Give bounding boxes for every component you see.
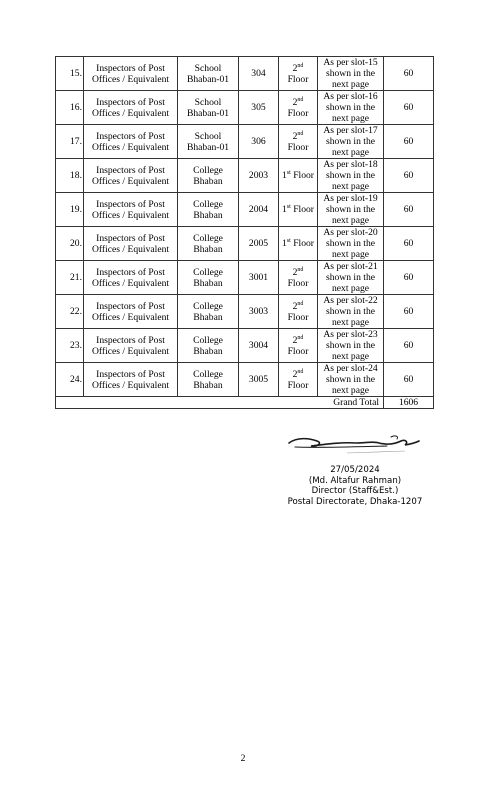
room-number: 306 — [251, 136, 266, 147]
venue-line: Bhaban — [193, 345, 223, 357]
floor-suffix: st — [286, 237, 291, 244]
venue-cell — [178, 363, 239, 397]
venue-line: College — [193, 198, 223, 210]
floor-suffix: nd — [297, 266, 304, 273]
slot-line: shown in the — [325, 238, 376, 249]
serial-cell — [56, 57, 84, 91]
slot-line: shown in the — [325, 68, 376, 79]
serial-number: 17. — [70, 136, 82, 147]
floor-suffix: st — [286, 203, 291, 210]
signatory-designation: Director (Staff&Est.) — [311, 486, 399, 497]
signature-image — [287, 429, 422, 459]
grand-total-label: Grand Total — [56, 397, 384, 409]
seat-count-cell — [384, 57, 434, 91]
designation-cell — [84, 91, 178, 125]
room-cell — [239, 295, 279, 329]
venue-cell — [178, 159, 239, 193]
table-row — [56, 193, 434, 227]
venue-line: Bhaban — [193, 277, 223, 289]
venue-cell — [178, 193, 239, 227]
floor-cell — [279, 57, 318, 91]
designation-line: Offices / Equivalent — [91, 345, 170, 357]
slot-line: shown in the — [325, 306, 376, 317]
room-number: 3005 — [248, 374, 269, 385]
table-row — [56, 125, 434, 159]
designation-line: Inspectors of Post — [96, 232, 165, 244]
seat-count-cell — [384, 193, 434, 227]
serial-number: 18. — [70, 170, 82, 181]
venue-line: Bhaban — [193, 243, 223, 255]
floor-number: 2 — [292, 266, 298, 278]
room-number: 3004 — [248, 340, 269, 351]
venue-line: College — [193, 368, 223, 380]
floor-suffix: nd — [297, 334, 304, 341]
floor-number: 1 — [281, 238, 287, 249]
designation-line: Inspectors of Post — [96, 266, 165, 278]
designation-line: Offices / Equivalent — [91, 175, 170, 187]
serial-cell — [56, 91, 84, 125]
serial-number: 21. — [70, 272, 82, 283]
serial-cell — [56, 363, 84, 397]
serial-number: 15. — [70, 68, 82, 79]
slot-line: As per slot-18 — [323, 159, 378, 170]
floor-number: 2 — [292, 300, 298, 312]
venue-line: School — [194, 62, 222, 74]
signatory-office: Postal Directorate, Dhaka-1207 — [287, 496, 423, 507]
venue-line: Bhaban — [193, 209, 223, 221]
designation-line: Offices / Equivalent — [91, 141, 170, 153]
slot-line: As per slot-22 — [323, 295, 378, 306]
slot-line: As per slot-21 — [323, 261, 378, 272]
floor-word: Floor — [287, 107, 309, 119]
seat-plan-table — [55, 56, 434, 409]
designation-line: Offices / Equivalent — [91, 209, 170, 221]
venue-line: Bhaban-01 — [186, 107, 230, 119]
slot-line: next page — [331, 181, 370, 192]
floor-word: Floor — [287, 311, 309, 323]
seat-count: 60 — [403, 102, 414, 113]
slot-line: next page — [331, 317, 370, 328]
floor-number: 1 — [281, 170, 287, 181]
floor-number: 1 — [281, 204, 287, 215]
seat-count: 60 — [403, 204, 414, 215]
venue-line: College — [193, 300, 223, 312]
room-number: 2003 — [248, 170, 269, 181]
floor-word: Floor — [287, 379, 309, 391]
serial-number: 19. — [70, 204, 82, 215]
room-cell — [239, 329, 279, 363]
serial-cell — [56, 227, 84, 261]
seat-count-cell — [384, 125, 434, 159]
serial-number: 23. — [70, 340, 82, 351]
seat-count: 60 — [403, 136, 414, 147]
slot-cell — [318, 227, 384, 261]
slot-line: As per slot-23 — [323, 329, 378, 340]
designation-line: Offices / Equivalent — [91, 277, 170, 289]
venue-cell — [178, 125, 239, 159]
floor-cell — [279, 91, 318, 125]
slot-cell — [318, 91, 384, 125]
designation-line: Inspectors of Post — [96, 130, 165, 142]
venue-line: College — [193, 266, 223, 278]
designation-line: Inspectors of Post — [96, 300, 165, 312]
seat-count: 60 — [403, 340, 414, 351]
slot-line: shown in the — [325, 102, 376, 113]
designation-line: Inspectors of Post — [96, 198, 165, 210]
table-row — [56, 91, 434, 125]
venue-line: School — [194, 130, 222, 142]
slot-line: next page — [331, 113, 370, 124]
seat-count-cell — [384, 159, 434, 193]
floor-word: Floor — [287, 141, 309, 153]
floor-cell — [279, 227, 318, 261]
slot-line: next page — [331, 79, 370, 90]
seat-count: 60 — [403, 272, 414, 283]
floor-number: 2 — [292, 130, 298, 142]
slot-line: next page — [331, 283, 370, 294]
floor-suffix: nd — [297, 62, 304, 69]
floor-suffix: st — [286, 169, 291, 176]
floor-cell — [279, 329, 318, 363]
seat-count-cell — [384, 261, 434, 295]
slot-line: shown in the — [325, 170, 376, 181]
venue-line: Bhaban — [193, 175, 223, 187]
designation-line: Offices / Equivalent — [91, 107, 170, 119]
room-number: 2005 — [248, 238, 269, 249]
venue-cell — [178, 329, 239, 363]
slot-cell — [318, 193, 384, 227]
serial-cell — [56, 329, 84, 363]
room-cell — [239, 363, 279, 397]
room-cell — [239, 159, 279, 193]
floor-cell — [279, 125, 318, 159]
slot-line: As per slot-17 — [323, 125, 378, 136]
designation-cell — [84, 227, 178, 261]
designation-line: Offices / Equivalent — [91, 379, 170, 391]
seat-count-cell — [384, 227, 434, 261]
grand-total-value: 1606 — [384, 397, 434, 409]
venue-cell — [178, 227, 239, 261]
designation-cell — [84, 193, 178, 227]
designation-cell — [84, 57, 178, 91]
floor-suffix: nd — [297, 130, 304, 137]
floor-cell — [279, 159, 318, 193]
designation-cell — [84, 329, 178, 363]
floor-word: Floor — [287, 73, 309, 85]
designation-line: Inspectors of Post — [96, 62, 165, 74]
floor-number: 2 — [292, 62, 298, 74]
table-row — [56, 363, 434, 397]
slot-cell — [318, 159, 384, 193]
slot-cell — [318, 261, 384, 295]
slot-cell — [318, 363, 384, 397]
slot-line: next page — [331, 351, 370, 362]
venue-cell — [178, 57, 239, 91]
table-row — [56, 261, 434, 295]
slot-cell — [318, 295, 384, 329]
seat-plan-body — [56, 57, 434, 397]
floor-cell — [279, 295, 318, 329]
table-row — [56, 227, 434, 261]
grand-total-row — [56, 397, 434, 409]
venue-line: School — [194, 96, 222, 108]
signatory-name: (Md. Altafur Rahman) — [308, 475, 402, 486]
slot-line: As per slot-24 — [323, 363, 378, 374]
room-number: 3001 — [248, 272, 269, 283]
floor-word: Floor — [293, 204, 314, 215]
room-cell — [239, 91, 279, 125]
page-number: 2 — [240, 753, 246, 764]
slot-line: next page — [331, 249, 370, 260]
table-row — [56, 295, 434, 329]
venue-line: College — [193, 164, 223, 176]
seat-count: 60 — [403, 306, 414, 317]
venue-line: College — [193, 232, 223, 244]
slot-line: shown in the — [325, 374, 376, 385]
designation-line: Inspectors of Post — [96, 368, 165, 380]
floor-suffix: nd — [297, 96, 304, 103]
seat-count-cell — [384, 329, 434, 363]
room-number: 3003 — [248, 306, 269, 317]
seat-count: 60 — [403, 68, 414, 79]
designation-cell — [84, 159, 178, 193]
slot-line: next page — [331, 385, 370, 396]
serial-number: 20. — [70, 238, 82, 249]
seat-count: 60 — [403, 374, 414, 385]
serial-number: 22. — [70, 306, 82, 317]
floor-suffix: nd — [297, 300, 304, 307]
seat-count-cell — [384, 91, 434, 125]
floor-cell — [279, 193, 318, 227]
table-row — [56, 159, 434, 193]
slot-line: shown in the — [325, 272, 376, 283]
room-cell — [239, 57, 279, 91]
slot-line: As per slot-20 — [323, 227, 378, 238]
serial-number: 24. — [70, 374, 82, 385]
floor-word: Floor — [287, 345, 309, 357]
designation-line: Offices / Equivalent — [91, 73, 170, 85]
venue-cell — [178, 91, 239, 125]
room-cell — [239, 261, 279, 295]
venue-cell — [178, 261, 239, 295]
floor-word: Floor — [293, 238, 314, 249]
seat-count: 60 — [403, 238, 414, 249]
room-number: 2004 — [248, 204, 269, 215]
table-row — [56, 57, 434, 91]
serial-cell — [56, 159, 84, 193]
designation-line: Inspectors of Post — [96, 164, 165, 176]
floor-suffix: nd — [297, 368, 304, 375]
floor-number: 2 — [292, 334, 298, 346]
designation-cell — [84, 363, 178, 397]
venue-cell — [178, 295, 239, 329]
table-row — [56, 329, 434, 363]
venue-line: Bhaban — [193, 311, 223, 323]
serial-number: 16. — [70, 102, 82, 113]
room-number: 305 — [251, 102, 266, 113]
floor-word: Floor — [293, 170, 314, 181]
seat-count-cell — [384, 363, 434, 397]
slot-cell — [318, 57, 384, 91]
floor-word: Floor — [287, 277, 309, 289]
serial-cell — [56, 295, 84, 329]
slot-line: As per slot-15 — [323, 57, 378, 68]
venue-line: Bhaban-01 — [186, 141, 230, 153]
venue-line: Bhaban-01 — [186, 73, 230, 85]
slot-line: next page — [331, 215, 370, 226]
serial-cell — [56, 261, 84, 295]
designation-cell — [84, 125, 178, 159]
venue-line: Bhaban — [193, 379, 223, 391]
slot-cell — [318, 125, 384, 159]
room-cell — [239, 125, 279, 159]
venue-line: College — [193, 334, 223, 346]
serial-cell — [56, 193, 84, 227]
slot-line: shown in the — [325, 340, 376, 351]
slot-line: next page — [331, 147, 370, 158]
designation-line: Offices / Equivalent — [91, 311, 170, 323]
slot-line: As per slot-19 — [323, 193, 378, 204]
designation-line: Inspectors of Post — [96, 334, 165, 346]
designation-cell — [84, 261, 178, 295]
room-number: 304 — [251, 68, 266, 79]
designation-cell — [84, 295, 178, 329]
seat-count-cell — [384, 295, 434, 329]
slot-line: As per slot-16 — [323, 91, 378, 102]
floor-cell — [279, 363, 318, 397]
floor-number: 2 — [292, 368, 298, 380]
serial-cell — [56, 125, 84, 159]
signature-block — [260, 465, 450, 507]
slot-cell — [318, 329, 384, 363]
seat-count: 60 — [403, 170, 414, 181]
designation-line: Offices / Equivalent — [91, 243, 170, 255]
slot-line: shown in the — [325, 204, 376, 215]
floor-number: 2 — [292, 96, 298, 108]
sign-date: 27/05/2024 — [330, 465, 380, 475]
floor-cell — [279, 261, 318, 295]
designation-line: Inspectors of Post — [96, 96, 165, 108]
room-cell — [239, 227, 279, 261]
slot-line: shown in the — [325, 136, 376, 147]
room-cell — [239, 193, 279, 227]
